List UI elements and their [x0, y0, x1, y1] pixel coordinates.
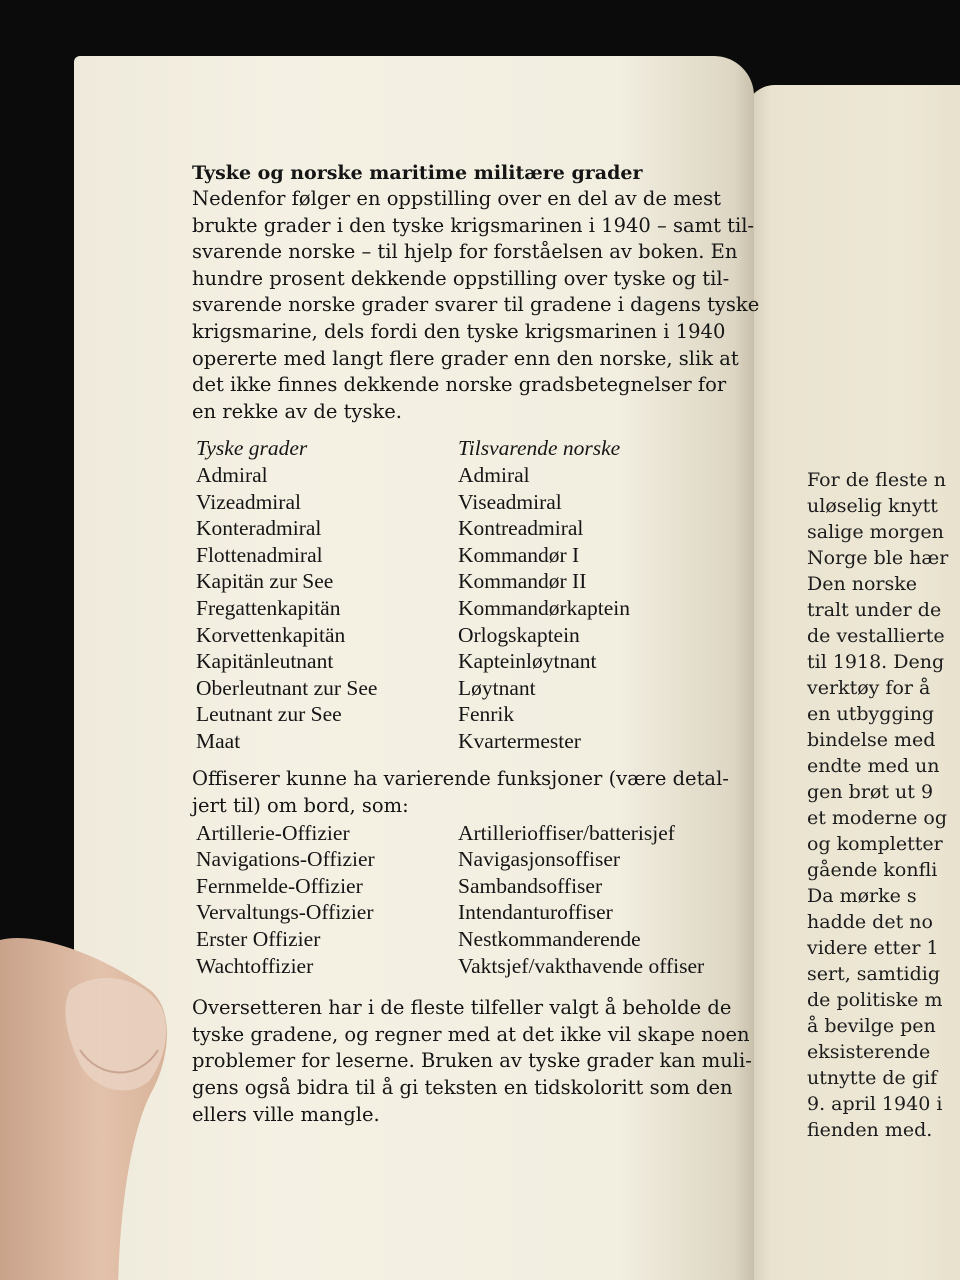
german-term: Korvettenkapitän [196, 622, 346, 647]
norwegian-term: Intendanturoffiser [458, 900, 613, 925]
officers-intro-line: Offiserer kunne ha varierende funksjoner (være detal- [192, 767, 729, 791]
intro-line: Nedenfor følger en oppstilling over en del av de mest [192, 187, 721, 210]
norwegian-term: Vaktsjef/vakthavende offiser [458, 953, 705, 978]
facing-line: For de fleste n [807, 469, 946, 491]
closing-line: Oversetteren har i de fleste tilfeller valgt å beholde de [192, 996, 732, 1020]
rank-row [192, 595, 752, 622]
closing-line: tyske gradene, og regner med at det ikke vil skape noen [192, 1022, 750, 1046]
german-term: Kapitänleutnant [196, 649, 334, 674]
german-term: Leutnant zur See [196, 702, 342, 727]
ranks-table-body [192, 462, 752, 755]
german-term: Fregattenkapitän [196, 595, 341, 620]
facing-line: gående konfli [807, 859, 938, 881]
header-german: Tyske grader [196, 436, 308, 461]
facing-page-text [807, 467, 960, 1143]
thumb-holding-book [0, 930, 200, 1280]
intro-line: det ikke finnes dekkende norske gradsbetegnelser for [192, 373, 727, 397]
closing-paragraph [192, 995, 752, 1128]
facing-line: sert, samtidig [807, 963, 940, 985]
rank-row [192, 489, 752, 516]
closing-line: ellers ville mangle. [192, 1102, 380, 1126]
rank-row [192, 515, 752, 542]
ranks-table-header [192, 435, 752, 462]
norwegian-term: Kommandør I [458, 542, 580, 567]
german-term: Navigations-Offizier [196, 847, 375, 872]
facing-line: utnytte de gif [807, 1067, 938, 1089]
norwegian-term: Løytnant [458, 675, 536, 700]
facing-line: Norge ble hær [807, 547, 949, 569]
facing-line: eksisterende [807, 1041, 931, 1063]
german-term: Wachtoffizier [196, 953, 314, 978]
german-term: Vervaltungs-Offizier [196, 900, 374, 925]
officers-intro-line: jert til) om bord, som: [192, 794, 409, 818]
rank-row [192, 648, 752, 675]
rank-row [192, 728, 752, 755]
rank-row [192, 568, 752, 595]
german-term: Kapitän zur See [196, 569, 334, 594]
rank-row [192, 675, 752, 702]
ranks-table [192, 435, 752, 754]
officer-row [192, 820, 752, 847]
norwegian-term: Kapteinløytnant [458, 649, 597, 674]
german-term: Flottenadmiral [196, 542, 323, 567]
page-content [192, 160, 760, 1128]
rank-row [192, 701, 752, 728]
rank-row [192, 622, 752, 649]
german-term: Artillerie-Offizier [196, 820, 350, 845]
facing-line: et moderne og [807, 807, 947, 829]
facing-line: til 1918. Deng [807, 651, 945, 673]
facing-line: Da mørke s [807, 885, 917, 907]
intro-line: en rekke av de tyske. [192, 399, 403, 423]
header-norwegian: Tilsvarende norske [458, 436, 621, 461]
facing-line: endte med un [807, 755, 940, 777]
intro-line: svarende norske grader svarer til gradene i dagens tyske [192, 293, 760, 317]
facing-line: videre etter 1 [807, 937, 939, 959]
german-term: Admiral [196, 462, 268, 487]
norwegian-term: Kvartermester [458, 728, 581, 753]
facing-line: gen brøt ut 9 [807, 781, 934, 803]
norwegian-term: Orlogskaptein [458, 622, 580, 647]
facing-line: salige morgen [807, 521, 944, 543]
facing-line: bindelse med [807, 729, 936, 751]
intro-line: krigsmarine, dels fordi den tyske krigsmarinen i 1940 [192, 319, 726, 343]
facing-line: tralt under de [807, 599, 942, 621]
closing-line: problemer for leserne. Bruken av tyske grader kan muli- [192, 1049, 752, 1073]
facing-line: fienden med. [807, 1119, 933, 1141]
facing-line: uløselig knytt [807, 495, 938, 517]
intro-line: hundre prosent dekkende oppstilling over tyske og til- [192, 266, 730, 290]
rank-row [192, 542, 752, 569]
facing-line: 9. april 1940 i [807, 1093, 943, 1115]
facing-line: en utbygging [807, 703, 935, 725]
facing-line: og kompletter [807, 833, 943, 855]
facing-line: å bevilge pen [807, 1015, 936, 1037]
facing-line: verktøy for å [807, 677, 931, 699]
norwegian-term: Artillerioffiser/batterisjef [458, 820, 675, 845]
facing-page [745, 85, 960, 1280]
norwegian-term: Fenrik [458, 702, 515, 727]
officer-row [192, 873, 752, 900]
german-term: Maat [196, 728, 241, 753]
page-title: Tyske og norske maritime militære grader [192, 162, 643, 184]
facing-line: de vestallierte [807, 625, 945, 647]
norwegian-term: Kommandørkaptein [458, 595, 630, 620]
officer-row [192, 846, 752, 873]
closing-line: gens også bidra til å gi teksten en tidskoloritt som den [192, 1076, 733, 1099]
rank-row [192, 462, 752, 489]
intro-paragraph [192, 186, 760, 425]
officers-intro-paragraph [192, 766, 752, 819]
norwegian-term: Navigasjonsoffiser [458, 847, 621, 872]
norwegian-term: Admiral [458, 462, 530, 487]
norwegian-term: Viseadmiral [458, 489, 562, 514]
german-term: Erster Offizier [196, 927, 321, 952]
officer-row [192, 926, 752, 953]
officer-row [192, 899, 752, 926]
norwegian-term: Kommandør II [458, 569, 587, 594]
norwegian-term: Sambandsoffiser [458, 873, 603, 898]
officer-row [192, 953, 752, 980]
german-term: Vizeadmiral [196, 489, 301, 514]
german-term: Oberleutnant zur See [196, 675, 378, 700]
facing-line: Den norske [807, 573, 918, 595]
facing-line: de politiske m [807, 989, 943, 1011]
intro-line: svarende norske – til hjelp for forståelsen av boken. En [192, 240, 738, 264]
intro-line: brukte grader i den tyske krigsmarinen i 1940 – samt til- [192, 213, 755, 237]
facing-line: hadde det no [807, 911, 933, 933]
german-term: Fernmelde-Offizier [196, 873, 363, 898]
intro-line: opererte med langt flere grader enn den norske, slik at [192, 346, 739, 370]
norwegian-term: Nestkommanderende [458, 927, 641, 952]
norwegian-term: Kontreadmiral [458, 516, 584, 541]
german-term: Konteradmiral [196, 516, 322, 541]
officers-table [192, 820, 752, 980]
